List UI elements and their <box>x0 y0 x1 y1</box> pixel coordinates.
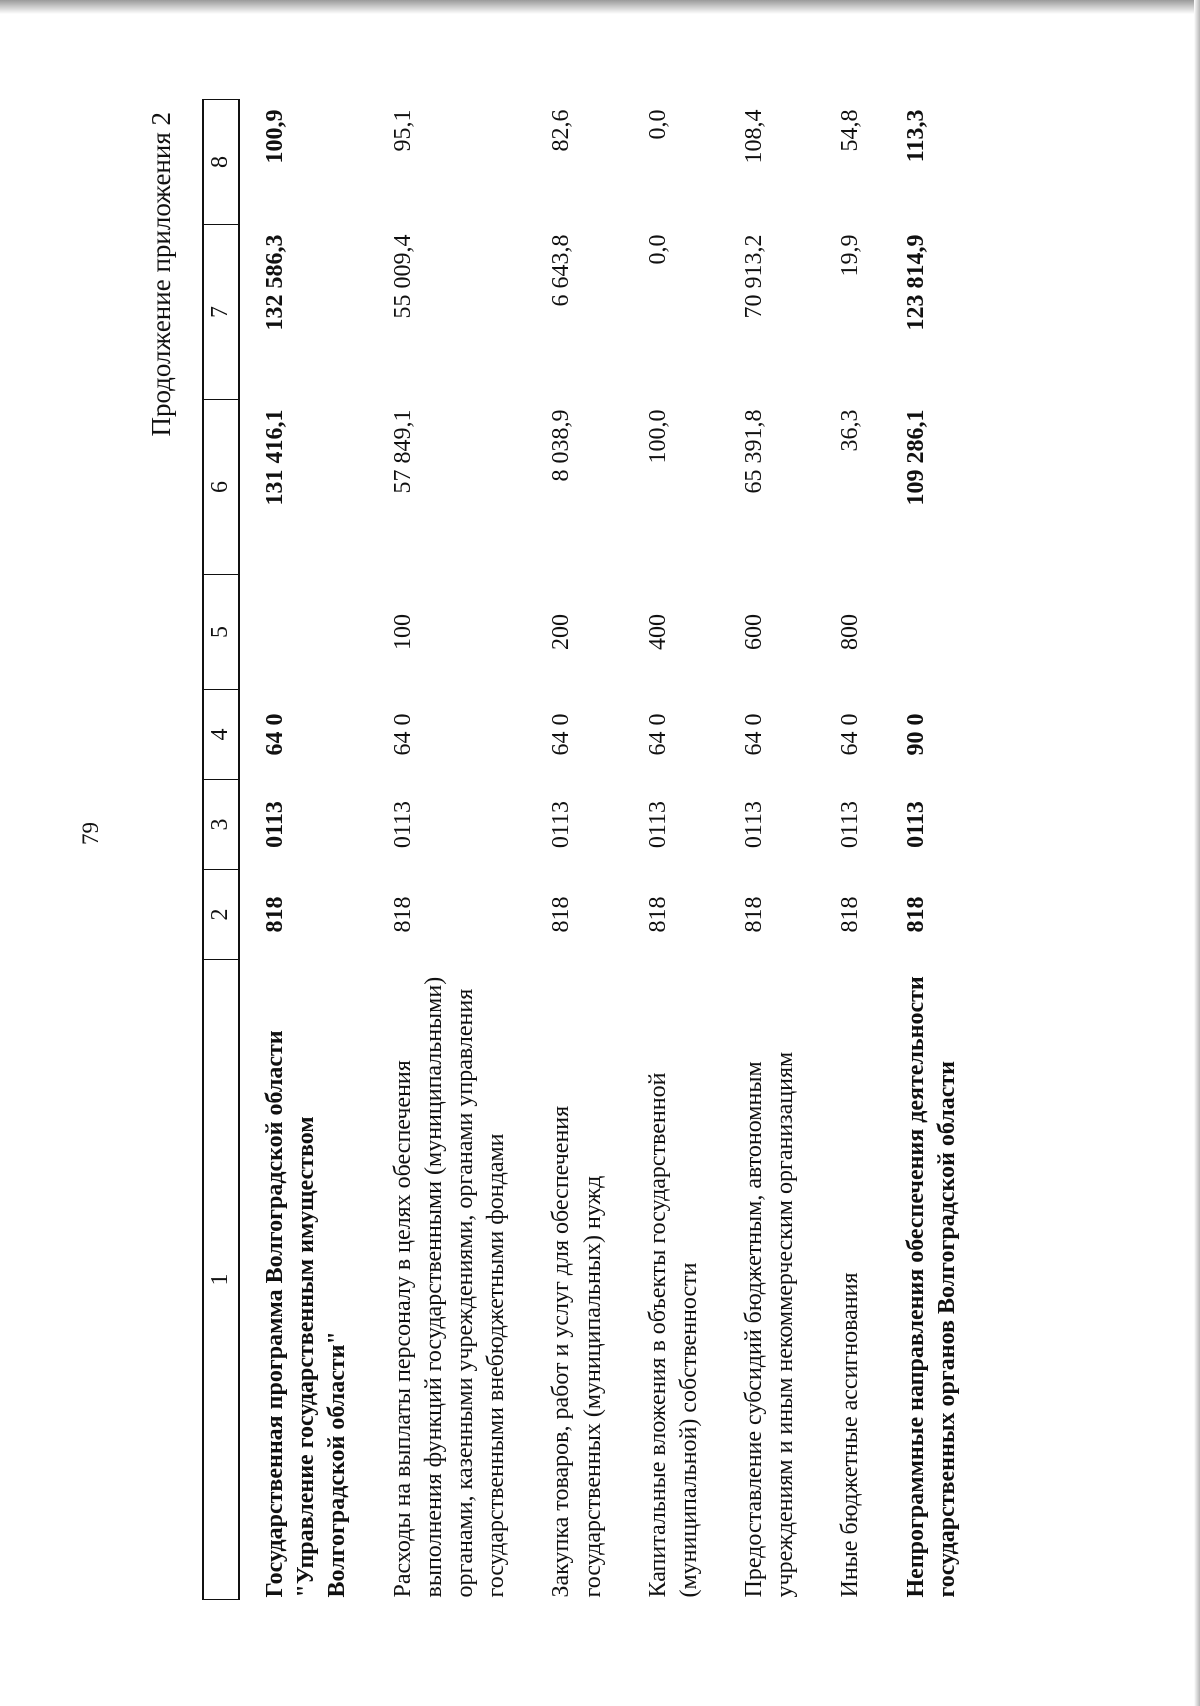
expense-type-code: 800 <box>837 614 864 650</box>
actual-amount: 19,9 <box>837 234 864 277</box>
expense-type-code: 200 <box>548 614 575 650</box>
section-code: 0113 <box>262 801 288 848</box>
percent-executed: 108,4 <box>741 109 768 164</box>
percent-executed: 82,6 <box>548 109 575 152</box>
percent-executed: 100,9 <box>262 109 288 164</box>
header-cell: 7 <box>203 225 239 400</box>
percent-executed: 113,3 <box>902 109 929 163</box>
actual-amount: 6 643,8 <box>548 234 575 307</box>
target-article-code: 64 0 <box>741 713 768 756</box>
header-cell: 1 <box>203 960 239 1600</box>
percent-executed: 0,0 <box>644 109 671 140</box>
rotated-page-content <box>140 100 1090 1600</box>
percent-executed: 95,1 <box>389 109 416 152</box>
budget-table <box>202 99 985 1600</box>
row-name: Государственная программа Волгоградской области "Управление государственным имуществом Волгоградской области" <box>262 1030 351 1598</box>
scan-edge-right <box>1194 0 1200 1706</box>
planned-amount: 8 038,9 <box>548 409 575 482</box>
ministry-code: 818 <box>741 896 768 933</box>
row-name: Капитальные вложения в объекты государственной (муниципальной) собственности <box>644 1072 702 1598</box>
section-code: 0113 <box>548 800 575 849</box>
row-name: Расходы на выплаты персоналу в целях обеспечения выполнения функций государственными (муниципальными) органами, казенными учреждениями, органами управления государственными внебюджетными фондами <box>389 976 510 1598</box>
continuation-label: Продолжение приложения 2 <box>146 112 176 437</box>
expense-type-code <box>239 575 376 690</box>
expense-type-code: 100 <box>389 614 416 650</box>
ministry-code: 818 <box>262 896 288 933</box>
actual-amount: 123 814,9 <box>902 234 929 331</box>
target-article-code: 64 0 <box>644 713 671 756</box>
page-number: 79 <box>78 822 103 845</box>
actual-amount: 132 586,3 <box>262 234 288 331</box>
actual-amount: 55 009,4 <box>389 234 416 319</box>
section-code: 0113 <box>389 800 416 849</box>
table-row <box>534 100 630 1600</box>
planned-amount: 131 416,1 <box>262 409 288 506</box>
row-name: Предоставление субсидий бюджетным, автономным учреждениям и иным некоммерческим организациям <box>741 1051 799 1598</box>
header-row <box>203 100 239 1600</box>
planned-amount: 36,3 <box>837 409 864 452</box>
section-code: 0113 <box>837 800 864 849</box>
table-row <box>727 100 823 1600</box>
scan-edge-top <box>0 0 1200 14</box>
target-article-code: 64 0 <box>389 713 416 756</box>
table-row <box>239 100 376 1600</box>
actual-amount: 70 913,2 <box>741 234 768 319</box>
table-row <box>889 100 985 1600</box>
target-article-code: 64 0 <box>262 713 288 756</box>
ministry-code: 818 <box>644 896 671 933</box>
header-cell: 2 <box>203 870 239 960</box>
percent-executed: 54,8 <box>837 109 864 152</box>
table-row <box>631 100 727 1600</box>
row-name: Иные бюджетные ассигнования <box>837 1272 864 1598</box>
ministry-code: 818 <box>837 896 864 933</box>
table-row <box>823 100 888 1600</box>
section-code: 0113 <box>902 801 929 848</box>
planned-amount: 57 849,1 <box>389 409 416 494</box>
expense-type-code <box>889 575 985 690</box>
ministry-code: 818 <box>389 896 416 933</box>
header-cell: 4 <box>203 690 239 780</box>
header-cell: 8 <box>203 100 239 225</box>
ministry-code: 818 <box>548 896 575 933</box>
table-row <box>376 100 535 1600</box>
expense-type-code: 600 <box>741 614 768 650</box>
target-article-code: 64 0 <box>548 713 575 756</box>
header-cell: 3 <box>203 780 239 870</box>
header-cell: 5 <box>203 575 239 690</box>
target-article-code: 90 0 <box>902 713 929 756</box>
planned-amount: 65 391,8 <box>741 409 768 494</box>
target-article-code: 64 0 <box>837 713 864 756</box>
planned-amount: 109 286,1 <box>902 409 929 506</box>
planned-amount: 100,0 <box>644 409 671 464</box>
row-name: Непрограммные направления обеспечения деятельности государственных органов Волгоградской области <box>902 976 960 1598</box>
row-name: Закупка товаров, работ и услуг для обеспечения государственных (муниципальных) нужд <box>548 1105 606 1598</box>
section-code: 0113 <box>644 800 671 849</box>
ministry-code: 818 <box>902 896 929 933</box>
header-cell: 6 <box>203 400 239 575</box>
actual-amount: 0,0 <box>644 234 671 265</box>
section-code: 0113 <box>741 800 768 849</box>
expense-type-code: 400 <box>644 614 671 650</box>
